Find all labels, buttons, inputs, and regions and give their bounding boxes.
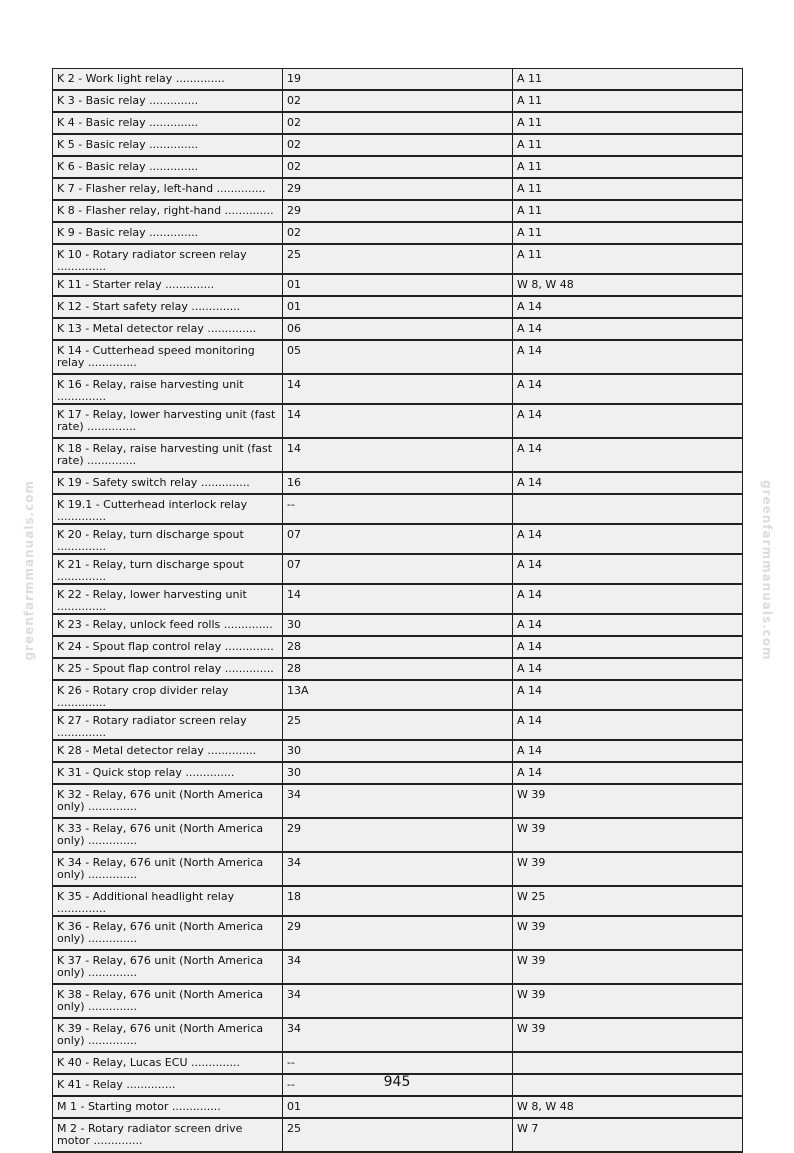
location-cell: A 11 [513,178,743,200]
sheet-cell: 30 [283,740,513,762]
location-cell: A 14 [513,658,743,680]
sheet-cell: 02 [283,134,513,156]
sheet-cell: -- [283,1074,513,1096]
location-cell: A 14 [513,404,743,438]
component-cell: M 1 - Starting motor .............. [53,1096,283,1118]
component-cell: K 11 - Starter relay .............. [53,274,283,296]
table-row [53,296,743,318]
sheet-cell: 07 [283,554,513,584]
component-cell: K 31 - Quick stop relay .............. [53,762,283,784]
table-row [53,494,743,524]
table-row [53,178,743,200]
component-cell: K 23 - Relay, unlock feed rolls .............. [53,614,283,636]
component-cell: K 37 - Relay, 676 unit (North America only) .............. [53,950,283,984]
table-row [53,818,743,852]
location-cell: W 39 [513,1018,743,1052]
sheet-cell: 19 [283,69,513,91]
sheet-cell: 16 [283,472,513,494]
table-row [53,852,743,886]
table-row [53,274,743,296]
table-row [53,404,743,438]
sheet-cell: 34 [283,950,513,984]
sheet-cell: 29 [283,178,513,200]
location-cell: A 11 [513,69,743,91]
table-row [53,222,743,244]
sheet-cell: 14 [283,584,513,614]
table-row [53,1118,743,1152]
sheet-cell: 25 [283,710,513,740]
watermark-right: greenfarmmanuals.com [760,480,774,661]
location-cell: A 14 [513,438,743,472]
table-row [53,658,743,680]
location-cell: W 8, W 48 [513,274,743,296]
table-row [53,886,743,916]
sheet-cell: 28 [283,636,513,658]
component-cell: K 24 - Spout flap control relay .............. [53,636,283,658]
component-cell: K 12 - Start safety relay .............. [53,296,283,318]
sheet-cell: 14 [283,438,513,472]
component-cell: K 8 - Flasher relay, right-hand .............. [53,200,283,222]
table-row [53,784,743,818]
component-cell: K 3 - Basic relay .............. [53,90,283,112]
component-cell: K 5 - Basic relay .............. [53,134,283,156]
table-row [53,438,743,472]
sheet-cell: 02 [283,112,513,134]
location-cell: A 11 [513,156,743,178]
sheet-cell: 01 [283,296,513,318]
location-cell: A 14 [513,636,743,658]
component-cell: K 13 - Metal detector relay .............. [53,318,283,340]
table-row [53,1052,743,1074]
component-cell: K 39 - Relay, 676 unit (North America only) .............. [53,1018,283,1052]
table-row [53,244,743,274]
sheet-cell: 30 [283,614,513,636]
location-cell: A 14 [513,680,743,710]
table-row [53,950,743,984]
location-cell: A 14 [513,762,743,784]
component-cell: K 19 - Safety switch relay .............. [53,472,283,494]
location-cell: A 14 [513,472,743,494]
component-cell: K 19.1 - Cutterhead interlock relay .............. [53,494,283,524]
sheet-cell: 29 [283,818,513,852]
component-cell: K 27 - Rotary radiator screen relay .............. [53,710,283,740]
component-cell: K 18 - Relay, raise harvesting unit (fast rate) .............. [53,438,283,472]
sheet-cell: -- [283,494,513,524]
component-table [52,68,743,1153]
component-cell: K 26 - Rotary crop divider relay .............. [53,680,283,710]
sheet-cell: 02 [283,156,513,178]
table-row [53,69,743,91]
location-cell: A 14 [513,614,743,636]
sheet-cell: 07 [283,524,513,554]
location-cell: A 11 [513,222,743,244]
sheet-cell: 25 [283,244,513,274]
component-cell: K 35 - Additional headlight relay .............. [53,886,283,916]
location-cell: A 14 [513,524,743,554]
sheet-cell: 34 [283,852,513,886]
sheet-cell: 29 [283,200,513,222]
component-cell: K 4 - Basic relay .............. [53,112,283,134]
sheet-cell: 34 [283,784,513,818]
component-cell: K 10 - Rotary radiator screen relay .............. [53,244,283,274]
component-cell: K 41 - Relay .............. [53,1074,283,1096]
location-cell: W 39 [513,852,743,886]
table-row [53,200,743,222]
location-cell: A 11 [513,244,743,274]
table-row [53,1018,743,1052]
location-cell: A 14 [513,740,743,762]
location-cell: A 14 [513,374,743,404]
location-cell: W 39 [513,818,743,852]
component-cell: K 14 - Cutterhead speed monitoring relay .............. [53,340,283,374]
table-row [53,134,743,156]
location-cell: W 7 [513,1118,743,1152]
location-cell: W 39 [513,916,743,950]
page-number: 945 [383,1074,411,1090]
sheet-cell: 29 [283,916,513,950]
component-cell: K 33 - Relay, 676 unit (North America only) .............. [53,818,283,852]
location-cell: A 11 [513,200,743,222]
table-row [53,916,743,950]
location-cell: A 14 [513,296,743,318]
watermark-left: greenfarmmanuals.com [22,480,36,661]
table-row [53,1096,743,1118]
table-row [53,680,743,710]
table-row [53,318,743,340]
component-cell: K 17 - Relay, lower harvesting unit (fast rate) .............. [53,404,283,438]
component-cell: K 25 - Spout flap control relay .............. [53,658,283,680]
table-row [53,90,743,112]
sheet-cell: 01 [283,274,513,296]
table-row [53,374,743,404]
component-cell: K 36 - Relay, 676 unit (North America only) .............. [53,916,283,950]
location-cell: W 39 [513,784,743,818]
table-row [53,984,743,1018]
component-cell: K 2 - Work light relay .............. [53,69,283,91]
component-cell: K 9 - Basic relay .............. [53,222,283,244]
table-row [53,614,743,636]
table-row [53,156,743,178]
table-row [53,584,743,614]
location-cell: A 14 [513,554,743,584]
location-cell: A 14 [513,340,743,374]
table-row [53,710,743,740]
component-cell: K 20 - Relay, turn discharge spout .............. [53,524,283,554]
location-cell: A 14 [513,318,743,340]
table-row [53,472,743,494]
component-cell: K 34 - Relay, 676 unit (North America only) .............. [53,852,283,886]
location-cell: A 11 [513,112,743,134]
sheet-cell: 05 [283,340,513,374]
component-cell: K 7 - Flasher relay, left-hand .............. [53,178,283,200]
table-row [53,762,743,784]
sheet-cell: 02 [283,222,513,244]
component-cell: K 16 - Relay, raise harvesting unit .............. [53,374,283,404]
sheet-cell: 28 [283,658,513,680]
component-cell: K 28 - Metal detector relay .............. [53,740,283,762]
location-cell [513,494,743,524]
component-cell: K 21 - Relay, turn discharge spout .............. [53,554,283,584]
sheet-cell: 14 [283,404,513,438]
sheet-cell: 06 [283,318,513,340]
sheet-cell: 34 [283,984,513,1018]
sheet-cell: 25 [283,1118,513,1152]
table-row [53,112,743,134]
sheet-cell: 13A [283,680,513,710]
sheet-cell: -- [283,1052,513,1074]
component-cell: K 22 - Relay, lower harvesting unit .............. [53,584,283,614]
location-cell: A 14 [513,584,743,614]
table-row [53,636,743,658]
component-cell: K 32 - Relay, 676 unit (North America only) .............. [53,784,283,818]
component-cell: K 40 - Relay, Lucas ECU .............. [53,1052,283,1074]
component-cell: M 2 - Rotary radiator screen drive motor .............. [53,1118,283,1152]
table-row [53,340,743,374]
sheet-cell: 18 [283,886,513,916]
sheet-cell: 01 [283,1096,513,1118]
location-cell: W 8, W 48 [513,1096,743,1118]
location-cell: W 25 [513,886,743,916]
sheet-cell: 02 [283,90,513,112]
sheet-cell: 30 [283,762,513,784]
sheet-cell: 34 [283,1018,513,1052]
sheet-cell: 14 [283,374,513,404]
location-cell: A 11 [513,134,743,156]
component-cell: K 6 - Basic relay .............. [53,156,283,178]
location-cell: A 11 [513,90,743,112]
location-cell: W 39 [513,950,743,984]
location-cell: A 14 [513,710,743,740]
table-row [53,554,743,584]
table-row [53,524,743,554]
component-cell: K 38 - Relay, 676 unit (North America only) .............. [53,984,283,1018]
location-cell: W 39 [513,984,743,1018]
table-row [53,740,743,762]
location-cell [513,1052,743,1074]
